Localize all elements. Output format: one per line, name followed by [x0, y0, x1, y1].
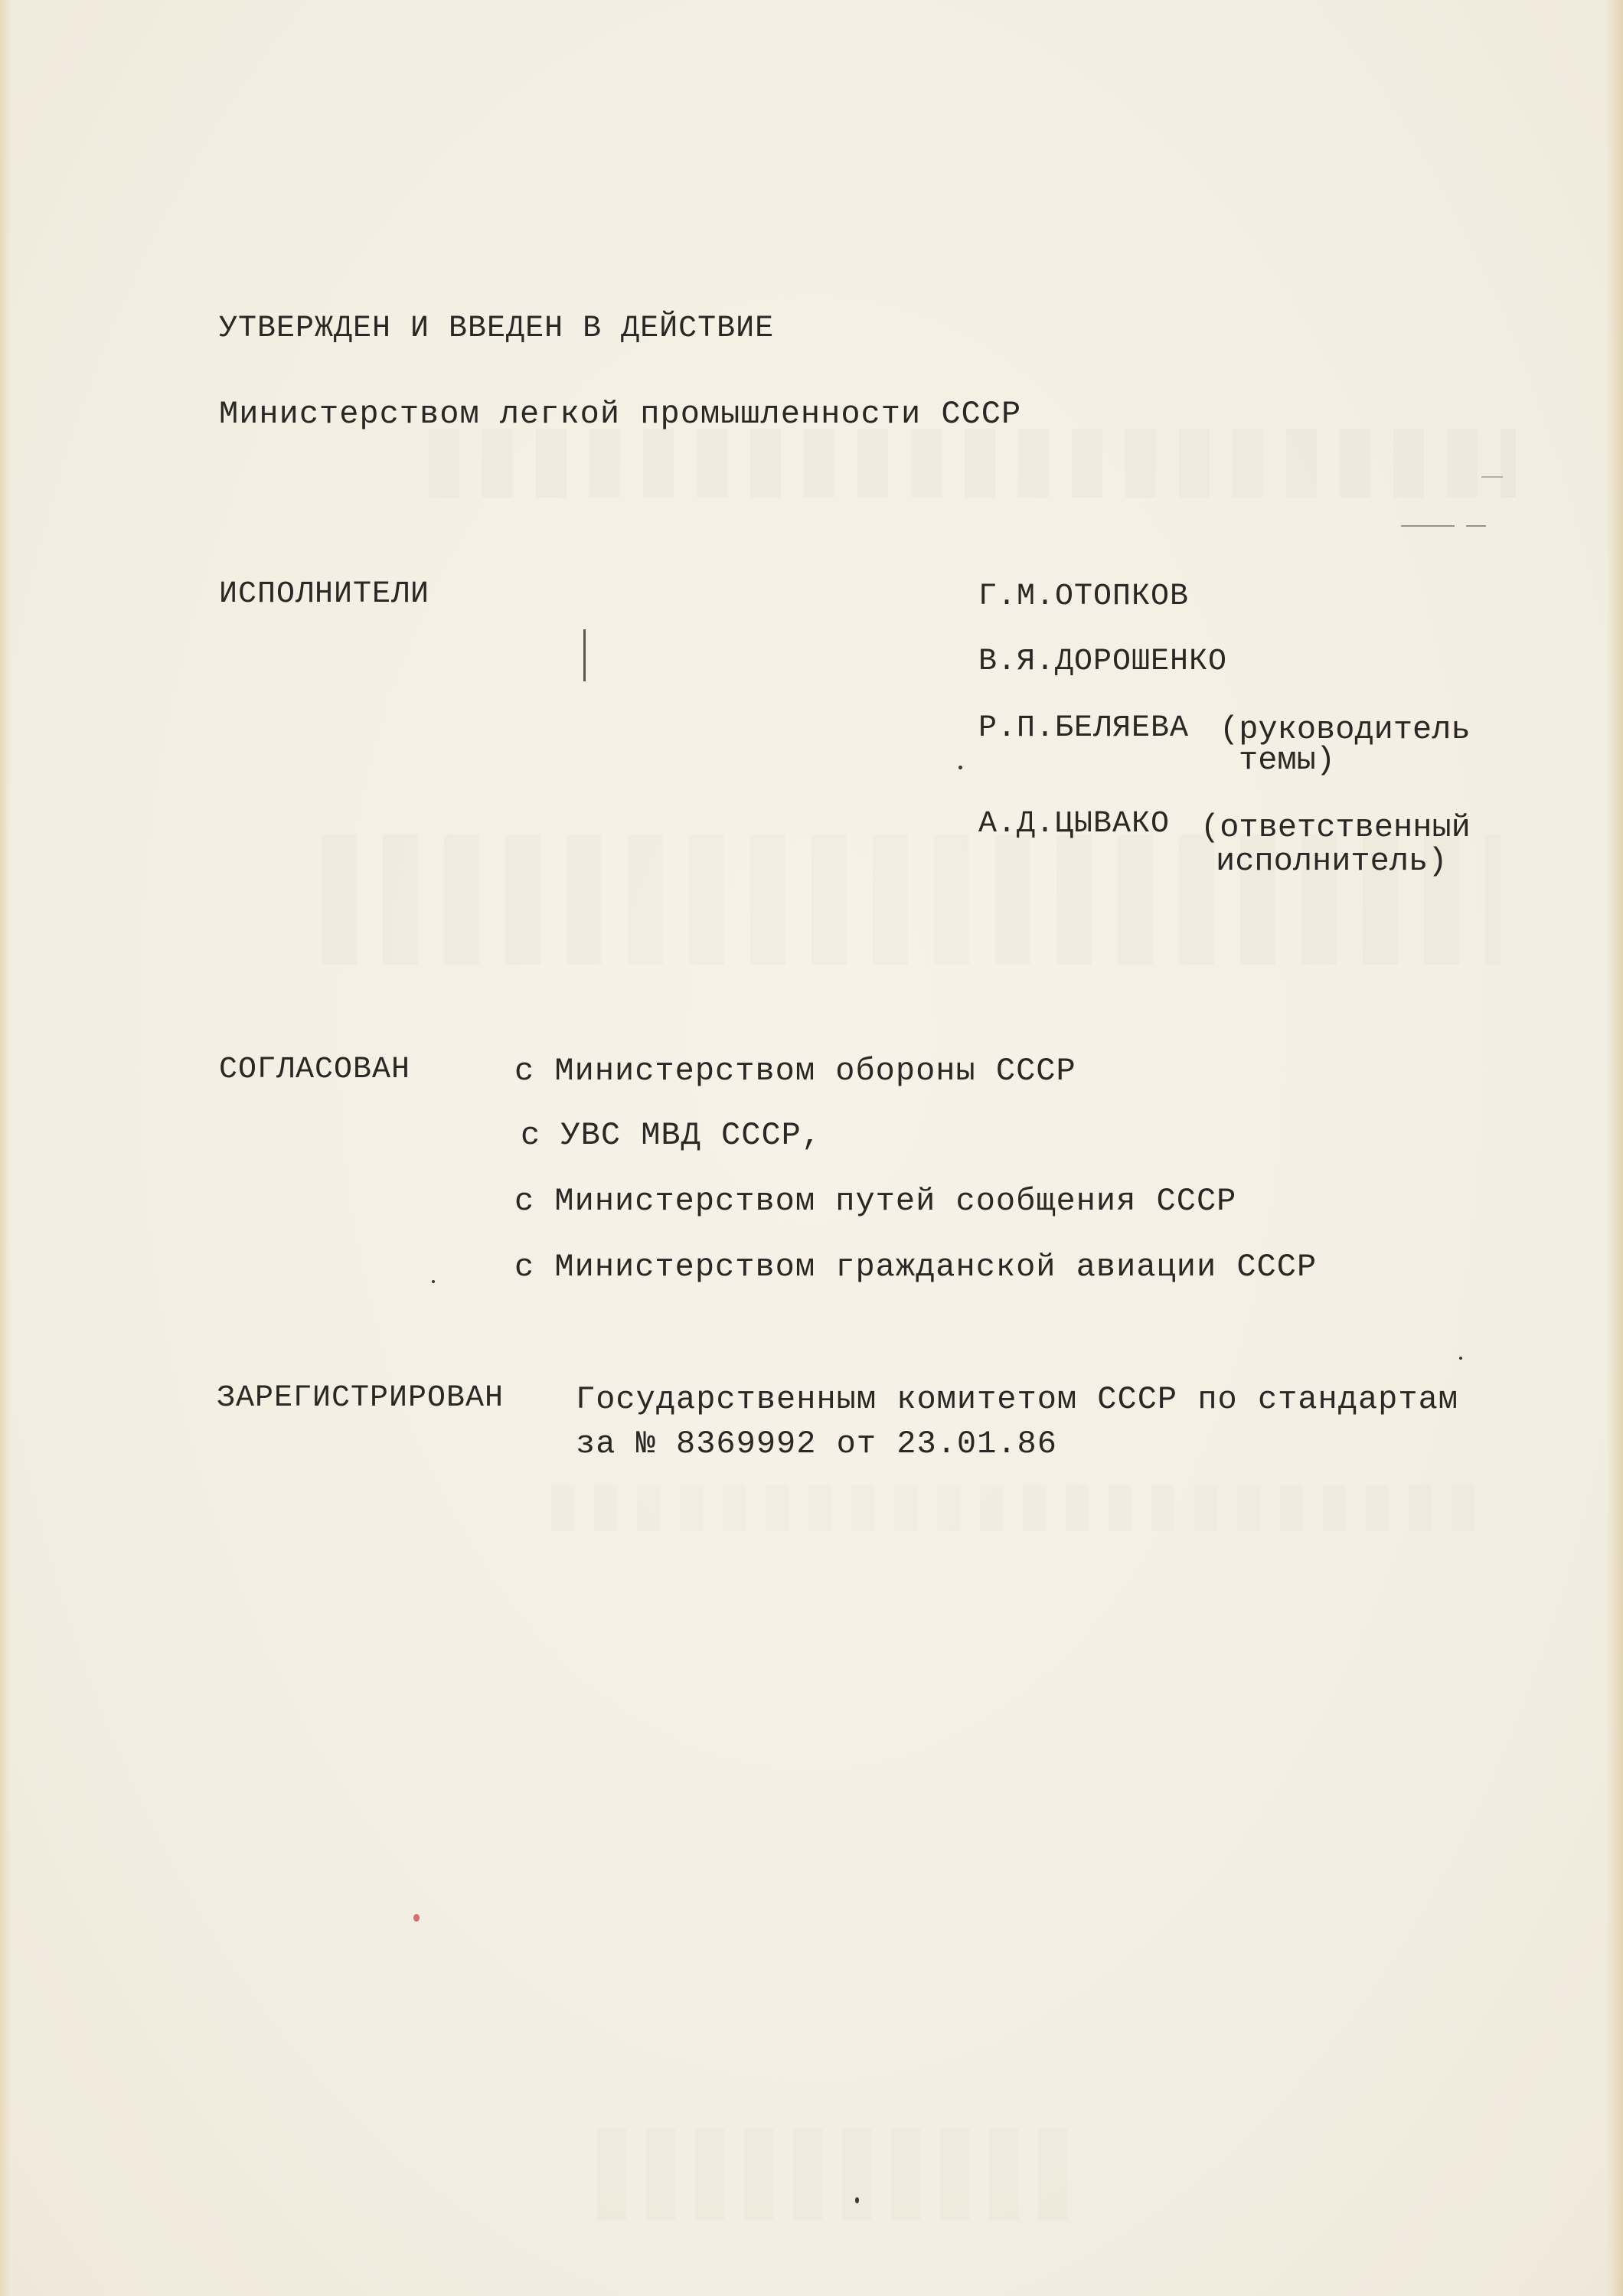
- ink-speck: [855, 2197, 859, 2203]
- approval-ministry: Министерством легкой промышленности СССР: [219, 396, 1022, 433]
- approval-heading: УТВЕРЖДЕН И ВВЕДЕН В ДЕЙСТВИЕ: [219, 312, 775, 346]
- performer-role: (ответственный: [1200, 809, 1471, 846]
- performer-name: Р.П.БЕЛЯЕВА: [978, 711, 1190, 746]
- paper-edge-right: [1606, 0, 1623, 2296]
- performers-label: ИСПОЛНИТЕЛИ: [219, 577, 430, 612]
- show-through-band-1: [429, 429, 1516, 498]
- performer-role: темы): [1239, 742, 1336, 779]
- performer-name: А.Д.ЦЫВАКО: [978, 807, 1171, 841]
- ink-speck: [1459, 1357, 1462, 1360]
- performer-role: исполнитель): [1216, 843, 1448, 880]
- performer-name: В.Я.ДОРОШЕНКО: [978, 645, 1228, 679]
- ink-speck: [958, 766, 962, 769]
- red-ink-speck: [413, 1914, 420, 1922]
- performer-name: Г.М.ОТОПКОВ: [978, 580, 1190, 614]
- show-through-band-4: [597, 2128, 1072, 2220]
- agreed-item: с Министерством обороны СССР: [514, 1053, 1076, 1089]
- ink-speck: [432, 1280, 435, 1283]
- show-through-band-3: [551, 1485, 1485, 1531]
- paper-edge-left: [0, 0, 11, 2296]
- registered-label: ЗАРЕГИСТРИРОВАН: [217, 1381, 505, 1416]
- agreed-item: с Министерством путей сообщения СССР: [514, 1183, 1237, 1220]
- dash-mark: [1481, 476, 1503, 478]
- performer-role: (руководитель: [1220, 711, 1471, 748]
- registered-line-1: Государственным комитетом СССР по стандартам: [576, 1381, 1458, 1418]
- agreed-label: СОГЛАСОВАН: [219, 1053, 411, 1087]
- agreed-item: с Министерством гражданской авиации СССР: [514, 1249, 1318, 1285]
- dash-mark: [1401, 525, 1455, 527]
- pen-stroke-mark: [583, 629, 586, 681]
- dash-mark: [1466, 525, 1486, 527]
- registered-line-2: за № 8369992 от 23.01.86: [576, 1426, 1057, 1462]
- agreed-item: с УВС МВД СССР,: [521, 1117, 822, 1154]
